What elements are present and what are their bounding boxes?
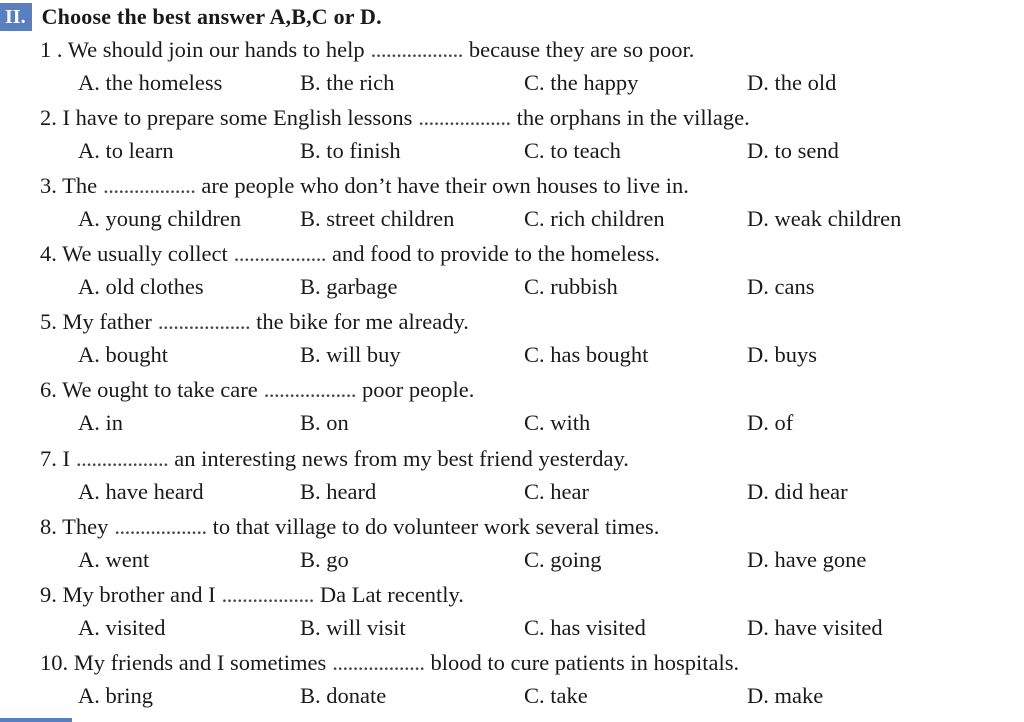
question-stem: [40, 374, 474, 406]
option-c[interactable]: C. going: [524, 547, 602, 572]
option-c[interactable]: C. hear: [524, 479, 589, 504]
option-c[interactable]: C. has bought: [524, 342, 649, 367]
option-b[interactable]: B. the rich: [300, 70, 395, 95]
option-c[interactable]: C. the happy: [524, 70, 639, 95]
question-item: [0, 238, 1024, 306]
option-b[interactable]: B. street children: [300, 206, 455, 231]
footer-accent-bar: [0, 718, 72, 722]
option-b[interactable]: B. on: [300, 410, 349, 435]
question-number: 5.: [40, 309, 57, 334]
option-c[interactable]: C. rubbish: [524, 274, 618, 299]
answer-blank: ..................: [221, 582, 314, 607]
question-number: 2.: [40, 105, 57, 130]
question-text-after: to that village to do volunteer work several times.: [212, 514, 660, 539]
question-item: [0, 374, 1024, 442]
option-d[interactable]: D. have visited: [747, 615, 883, 640]
option-d[interactable]: D. to send: [747, 138, 839, 163]
question-text-before: We ought to take care: [62, 377, 258, 402]
option-d[interactable]: D. buys: [747, 342, 818, 367]
answer-blank: ..................: [370, 37, 463, 62]
question-item: [0, 647, 1024, 715]
question-text-after: because they are so poor.: [468, 37, 695, 62]
question-stem: [40, 306, 469, 338]
answer-blank: ..................: [103, 173, 196, 198]
question-item: [0, 102, 1024, 170]
option-a[interactable]: A. young children: [78, 206, 242, 231]
section-header: [0, 2, 382, 32]
question-stem: [40, 34, 694, 66]
option-a[interactable]: A. to learn: [78, 138, 174, 163]
option-a[interactable]: A. have heard: [78, 479, 204, 504]
option-d[interactable]: D. have gone: [747, 547, 867, 572]
question-item: [0, 170, 1024, 238]
option-b[interactable]: B. donate: [300, 683, 387, 708]
question-item: [0, 511, 1024, 579]
option-d[interactable]: D. did hear: [747, 479, 848, 504]
question-number: 8.: [40, 514, 57, 539]
question-item: [0, 306, 1024, 374]
option-a[interactable]: A. visited: [78, 615, 166, 640]
answer-blank: ..................: [418, 105, 511, 130]
option-b[interactable]: B. to finish: [300, 138, 401, 163]
option-d[interactable]: D. the old: [747, 70, 837, 95]
question-stem: [40, 579, 464, 611]
option-a[interactable]: A. bring: [78, 683, 153, 708]
question-stem: [40, 443, 629, 475]
question-stem: [40, 170, 689, 202]
question-text-after: poor people.: [361, 377, 475, 402]
question-stem: [40, 647, 739, 679]
question-text-after: and food to provide to the homeless.: [331, 241, 661, 266]
option-d[interactable]: D. weak children: [747, 206, 902, 231]
option-b[interactable]: B. go: [300, 547, 349, 572]
question-text-after: are people who don’t have their own houses to live in.: [201, 173, 689, 198]
question-text-after: the bike for me already.: [256, 309, 469, 334]
option-b[interactable]: B. will visit: [300, 615, 406, 640]
question-text-before: We usually collect: [62, 241, 228, 266]
question-number: 1 .: [40, 37, 63, 62]
option-a[interactable]: A. old clothes: [78, 274, 204, 299]
question-stem: [40, 102, 750, 134]
section-number-badge: II.: [0, 3, 32, 31]
question-number: 10.: [40, 650, 69, 675]
question-text-after: the orphans in the village.: [516, 105, 750, 130]
question-text-before: I: [62, 446, 70, 471]
option-d[interactable]: D. cans: [747, 274, 815, 299]
question-text-before: My father: [62, 309, 152, 334]
question-text-after: blood to cure patients in hospitals.: [430, 650, 740, 675]
answer-blank: ..................: [263, 377, 356, 402]
option-b[interactable]: B. will buy: [300, 342, 401, 367]
question-text-before: I have to prepare some English lessons: [62, 105, 413, 130]
answer-blank: ..................: [114, 514, 207, 539]
question-item: [0, 579, 1024, 647]
question-text-before: We should join our hands to help: [67, 37, 365, 62]
option-a[interactable]: A. went: [78, 547, 150, 572]
option-d[interactable]: D. of: [747, 410, 794, 435]
option-c[interactable]: C. to teach: [524, 138, 621, 163]
instruction-heading: Choose the best answer A,B,C or D.: [41, 4, 382, 29]
question-item: [0, 443, 1024, 511]
answer-blank: ..................: [233, 241, 326, 266]
option-a[interactable]: A. bought: [78, 342, 168, 367]
question-number: 6.: [40, 377, 57, 402]
question-stem: [40, 511, 659, 543]
question-item: [0, 34, 1024, 102]
answer-blank: ..................: [332, 650, 425, 675]
question-text-before: The: [62, 173, 98, 198]
option-a[interactable]: A. in: [78, 410, 123, 435]
question-stem: [40, 238, 660, 270]
question-number: 3.: [40, 173, 57, 198]
option-b[interactable]: B. heard: [300, 479, 377, 504]
question-text-after: an interesting news from my best friend yesterday.: [174, 446, 629, 471]
option-b[interactable]: B. garbage: [300, 274, 398, 299]
question-number: 7.: [40, 446, 57, 471]
question-text-before: My brother and I: [62, 582, 216, 607]
option-d[interactable]: D. make: [747, 683, 824, 708]
question-number: 4.: [40, 241, 57, 266]
option-c[interactable]: C. with: [524, 410, 591, 435]
question-number: 9.: [40, 582, 57, 607]
answer-blank: ..................: [76, 446, 169, 471]
answer-blank: ..................: [157, 309, 251, 334]
option-c[interactable]: C. take: [524, 683, 588, 708]
option-c[interactable]: C. has visited: [524, 615, 646, 640]
option-c[interactable]: C. rich children: [524, 206, 665, 231]
question-text-before: My friends and I sometimes: [73, 650, 327, 675]
question-text-after: Da Lat recently.: [319, 582, 464, 607]
question-text-before: They: [62, 514, 109, 539]
option-a[interactable]: A. the homeless: [78, 70, 223, 95]
